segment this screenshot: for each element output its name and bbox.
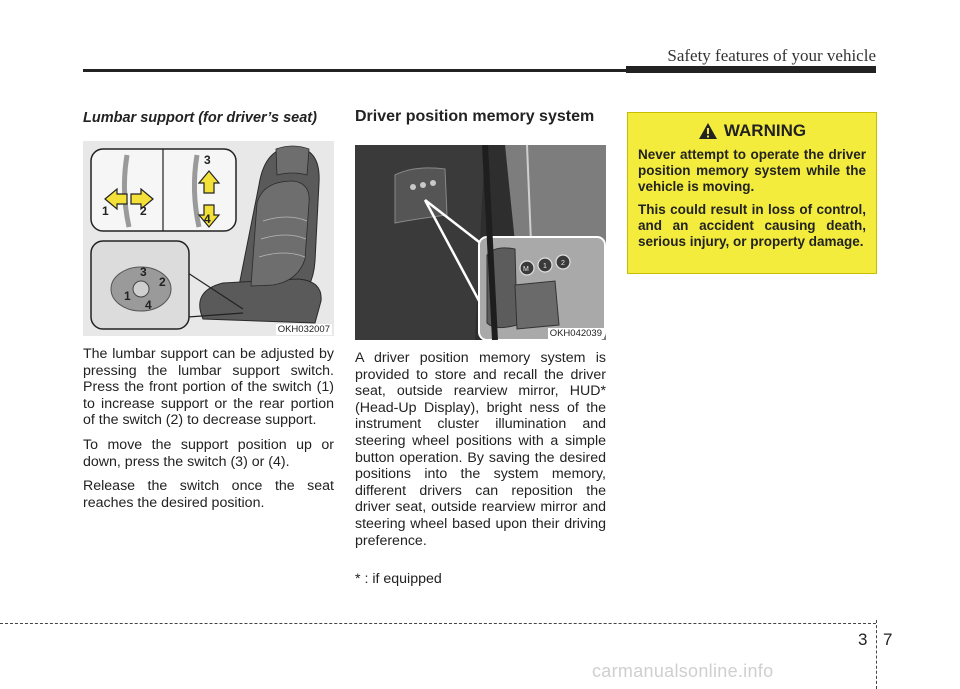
callout-1-top: 1 bbox=[102, 204, 109, 218]
lumbar-title: Lumbar support (for driver’s seat) bbox=[83, 110, 317, 126]
warning-paragraph-2: This could result in loss of control, and an accident causing death, serious injury, or property damage. bbox=[638, 202, 866, 249]
footer-divider bbox=[876, 620, 877, 689]
memory-paragraph: A driver position memory system is provided to store and recall the driver seat, outside rearview mirror, HUD* (Head-Up Display), bright ness of the instrument cluster illumination and steering wheel positions with a simple button operation. By saving the desired positions into the system memory, different drivers can reposition the driver seat, outside rearview mirror and steering wheel based upon their driving preference. bbox=[355, 350, 606, 549]
lumbar-paragraph-2: To move the support position up or down, press the switch (3) or (4). bbox=[83, 436, 334, 470]
svg-text:M: M bbox=[523, 266, 529, 273]
warning-header bbox=[638, 121, 866, 141]
warning-box bbox=[627, 112, 877, 274]
lumbar-figure bbox=[83, 141, 334, 336]
warning-triangle-icon bbox=[698, 122, 718, 140]
callout-2-top: 2 bbox=[140, 204, 147, 218]
lumbar-illustration bbox=[83, 141, 334, 336]
warning-title: WARNING bbox=[723, 121, 807, 140]
warning-column bbox=[627, 108, 877, 274]
memory-figure bbox=[355, 145, 606, 340]
footer-rule bbox=[0, 623, 876, 624]
warning-paragraph-1: Never attempt to operate the driver position memory system while the vehicle is moving. bbox=[638, 147, 866, 194]
memory-title: Driver position memory system bbox=[355, 108, 595, 125]
page-number: 7 bbox=[883, 630, 893, 649]
callout-4-top: 4 bbox=[204, 212, 211, 226]
header-rule-thick bbox=[626, 66, 876, 73]
lumbar-paragraph-1: The lumbar support can be adjusted by pressing the lumbar support switch. Press the front portion of the switch (1) to increase support or the rear portion of the switch (2) to decrease support. bbox=[83, 346, 334, 429]
memory-section bbox=[355, 108, 606, 587]
memory-note: * : if equipped bbox=[355, 571, 442, 588]
chapter-number: 3 bbox=[858, 630, 868, 649]
callout-3-bottom: 3 bbox=[140, 265, 147, 279]
lumbar-section bbox=[83, 108, 334, 511]
header-title: Safety features of your vehicle bbox=[667, 46, 876, 65]
memory-photo bbox=[355, 145, 606, 340]
memory-figure-code: OKH042039 bbox=[549, 328, 602, 339]
callout-1-bottom: 1 bbox=[124, 289, 131, 303]
callout-2-bottom: 2 bbox=[159, 275, 166, 289]
svg-text:1: 1 bbox=[543, 263, 547, 270]
lumbar-figure-code: OKH032007 bbox=[277, 324, 330, 335]
callout-4-bottom: 4 bbox=[145, 298, 152, 312]
lumbar-paragraph-3: Release the switch once the seat reaches the desired position. bbox=[83, 478, 334, 511]
svg-text:2: 2 bbox=[561, 260, 565, 267]
callout-3-top: 3 bbox=[204, 153, 211, 167]
watermark-link[interactable]: carmanualsonline.info bbox=[592, 661, 774, 681]
